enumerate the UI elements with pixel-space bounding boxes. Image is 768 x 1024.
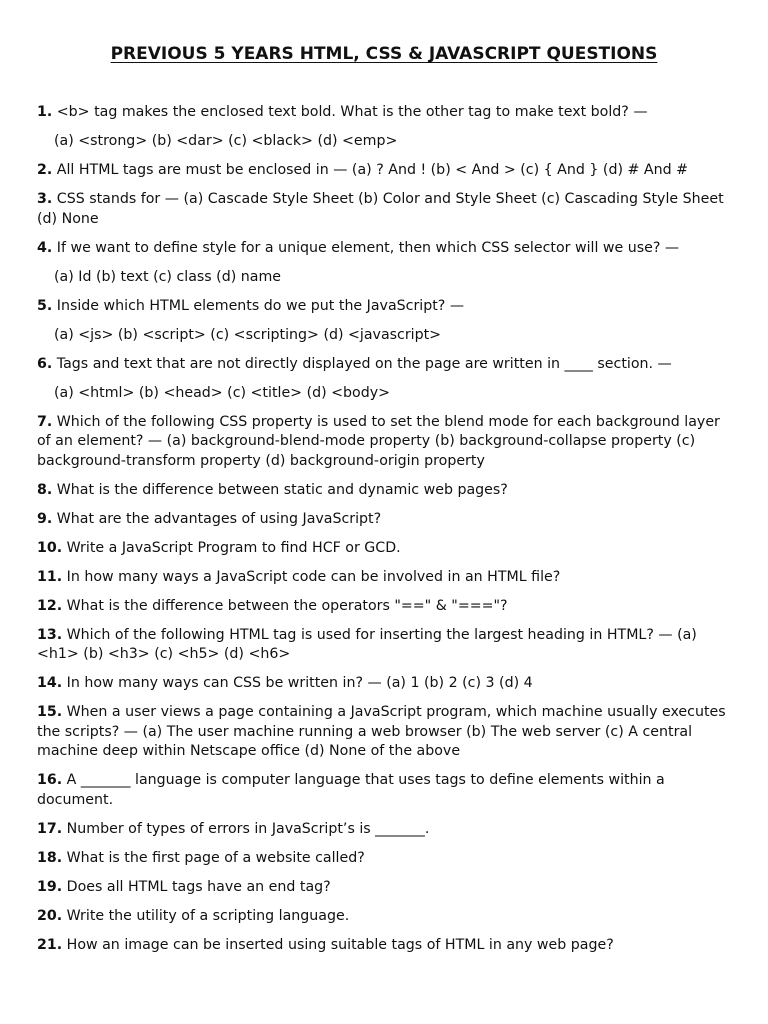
question-item [37,568,734,588]
question-options: (a) <html> (b) <head> (c) <title> (d) <body> [54,384,391,401]
question-options: (a) Id (b) text (c) class (d) name [54,268,281,285]
question-number: 2. [37,162,53,178]
question-text: CSS stands for — (a) Cascade Style Sheet (b) Color and Style Sheet (c) Cascading Style Sheet (d) None [37,191,724,227]
question-number: 5. [37,297,53,314]
question-item [37,481,734,501]
question-text: When a user views a page containing a JavaScript program, which machine usually executes the scripts? — (a) The user machine running a web browser (b) The web server (c) A central machine deep within Netscape office (d) None of the above [37,704,726,759]
question-item [37,820,734,840]
question-number: 6. [37,355,53,372]
question-text: How an image can be inserted using suitable tags of HTML in any web page? [66,936,614,953]
question-text: All HTML tags are must be enclosed in — (a) ? And ! (b) < And > (c) { And } (d) # And # [56,162,688,178]
question-item [37,936,734,956]
question-options: (a) <strong> (b) <dar> (c) <black> (d) <emp> [54,133,398,149]
question-item [37,878,734,898]
question-item [37,703,734,762]
question-number: 21. [37,936,63,953]
question-number: 12. [37,597,63,614]
question-text: If we want to define style for a unique element, then which CSS selector will we use? — [56,239,680,256]
question-item [37,103,734,152]
question-item [37,510,734,530]
question-item [37,413,734,472]
question-text: In how many ways can CSS be written in? — (a) 1 (b) 2 (c) 3 (d) 4 [66,675,533,691]
question-text: <b> tag makes the enclosed text bold. What is the other tag to make text bold? — [56,104,648,120]
question-item [37,907,734,927]
question-item [37,297,734,346]
question-text: Inside which HTML elements do we put the JavaScript? — [56,297,465,314]
question-item [37,190,734,229]
question-item [37,161,734,181]
question-item [37,355,734,404]
question-text: Write the utility of a scripting language. [66,907,350,924]
question-text: What are the advantages of using JavaScript? [56,510,382,527]
question-list [37,103,734,955]
question-number: 1. [37,104,53,120]
question-number: 9. [37,510,53,527]
question-number: 20. [37,907,63,924]
question-text: In how many ways a JavaScript code can be involved in an HTML file? [66,568,561,585]
question-number: 14. [37,675,63,691]
question-number: 11. [37,568,63,585]
question-text: Write a JavaScript Program to find HCF or GCD. [66,539,401,556]
question-item [37,771,734,810]
question-text: What is the difference between static and dynamic web pages? [56,481,508,498]
question-item [37,597,734,617]
question-number: 19. [37,878,63,895]
question-number: 17. [37,820,63,837]
question-number: 13. [37,626,63,643]
question-number: 7. [37,413,53,430]
question-text: What is the first page of a website called? [66,849,365,866]
page-title: PREVIOUS 5 YEARS HTML, CSS & JAVASCRIPT QUESTIONS [110,44,658,64]
question-item [37,239,734,288]
question-number: 18. [37,849,63,866]
question-text: A _______ language is computer language that uses tags to define elements within a document. [37,772,665,808]
question-number: 4. [37,239,53,256]
question-number: 10. [37,539,63,556]
question-text: What is the difference between the operators "==" & "==="? [66,597,508,614]
question-text: Tags and text that are not directly displayed on the page are written in ____ section. — [56,355,672,372]
question-number: 8. [37,481,53,498]
question-item [37,849,734,869]
question-item [37,539,734,559]
question-text: Number of types of errors in JavaScript’s is _______. [66,820,430,837]
question-item [37,626,734,665]
question-item [37,674,734,694]
question-text: Does all HTML tags have an end tag? [66,878,331,895]
question-text: Which of the following HTML tag is used for inserting the largest heading in HTML? — (a) <h1> (b) <h3> (c) <h5> (d) <h6> [37,626,697,662]
question-number: 3. [37,191,53,207]
question-text: Which of the following CSS property is used to set the blend mode for each background layer of an element? — (a) background-blend-mode property (b) background-collapse property (c) background-transform property (d) background-origin property [37,413,720,469]
question-options: (a) <js> (b) <script> (c) <scripting> (d) <javascript> [54,326,442,343]
question-number: 16. [37,772,63,788]
question-number: 15. [37,704,63,720]
